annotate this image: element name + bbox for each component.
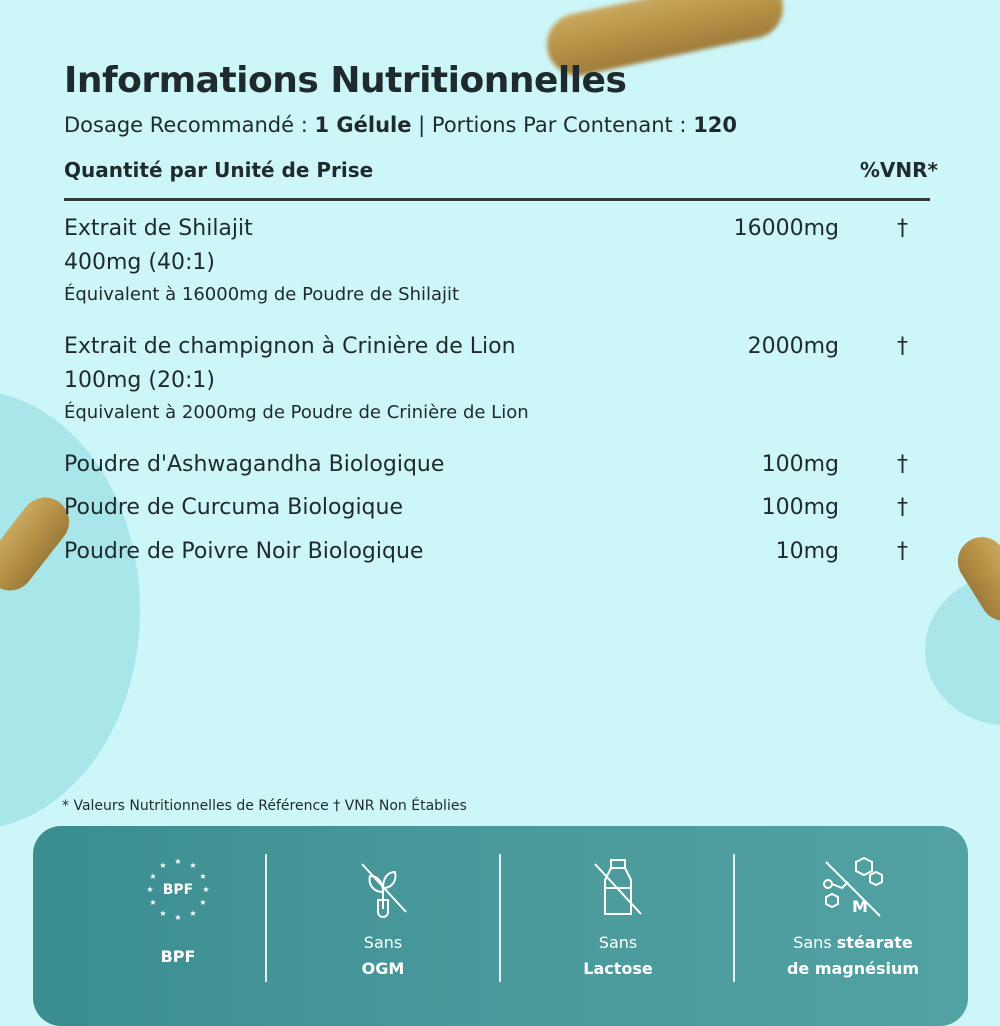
no-gmo-icon	[348, 854, 418, 924]
column-header-vnr: %VNR*	[859, 158, 938, 182]
svg-text:★: ★	[174, 857, 182, 866]
ingredient-equivalent: Équivalent à 2000mg de Poudre de Crinière de Lion	[64, 402, 529, 423]
ingredient-name: Extrait de champignon à Crinière de Lion	[64, 334, 516, 359]
dosage-line	[64, 113, 737, 137]
svg-text:★: ★	[189, 909, 197, 918]
svg-text:★: ★	[199, 872, 207, 881]
ingredient-name: Extrait de Shilajit	[64, 216, 253, 241]
ingredient-equivalent: Équivalent à 16000mg de Poudre de Shilajit	[64, 284, 460, 305]
ingredient-vnr: †	[897, 216, 908, 241]
separator: |	[411, 113, 432, 137]
svg-text:★: ★	[149, 872, 157, 881]
ingredient-name: Poudre de Curcuma Biologique	[64, 495, 404, 520]
badge-lactose-line1: Sans	[598, 933, 638, 952]
svg-text:★: ★	[199, 898, 207, 907]
svg-text:★: ★	[149, 898, 157, 907]
certification-badges	[33, 826, 968, 1026]
column-header-quantity: Quantité par Unité de Prise	[64, 158, 374, 182]
svg-text:★: ★	[189, 861, 197, 870]
ingredient-amount: 100mg	[761, 452, 839, 477]
svg-text:★: ★	[159, 909, 167, 918]
table-row	[64, 448, 944, 482]
badge-no-gmo	[308, 854, 458, 1004]
ingredient-amount: 100mg	[761, 495, 839, 520]
svg-text:★: ★	[174, 913, 182, 922]
ingredient-extract-ratio: 100mg (20:1)	[64, 368, 215, 393]
svg-text:M: M	[852, 897, 868, 916]
ingredient-amount: 2000mg	[747, 334, 839, 359]
badge-no-magnesium-stearate	[773, 854, 933, 1004]
ingredient-vnr: †	[897, 334, 908, 359]
eu-stars-icon	[143, 854, 213, 924]
ingredient-vnr: †	[897, 539, 908, 564]
no-magnesium-stearate-icon	[818, 854, 888, 924]
svg-text:★: ★	[202, 885, 210, 894]
portions-value: 120	[693, 113, 738, 137]
ingredient-vnr: †	[897, 452, 908, 477]
dosage-value: 1 Gélule	[314, 113, 412, 137]
ingredient-amount: 16000mg	[733, 216, 839, 241]
table-row	[64, 535, 944, 569]
badge-magnesium-line1b: stéarate	[836, 933, 913, 952]
badge-bpf-label: BPF	[160, 947, 196, 966]
badge-no-lactose	[543, 854, 693, 1004]
badge-bpf	[103, 854, 253, 1004]
table-row	[64, 212, 944, 310]
table-header	[64, 158, 938, 201]
svg-text:★: ★	[159, 861, 167, 870]
table-row	[64, 491, 944, 525]
footnote: * Valeurs Nutritionnelles de Référence † VNR Non Établies	[62, 798, 467, 814]
ingredient-amount: 10mg	[775, 539, 839, 564]
portions-label: Portions Par Contenant :	[431, 113, 694, 137]
ingredient-name: Poudre d'Ashwagandha Biologique	[64, 452, 445, 477]
bpf-icon-text: BPF	[162, 882, 194, 898]
badge-ogm-line2: OGM	[361, 959, 405, 978]
badge-ogm-line1: Sans	[363, 933, 403, 952]
badge-magnesium-line1a: Sans	[793, 933, 837, 952]
no-lactose-icon	[583, 854, 653, 924]
badge-magnesium-line2: de magnésium	[786, 959, 920, 978]
divider	[265, 854, 267, 982]
table-row	[64, 330, 944, 428]
divider	[733, 854, 735, 982]
svg-text:★: ★	[146, 885, 154, 894]
dosage-label: Dosage Recommandé :	[64, 113, 315, 137]
ingredient-extract-ratio: 400mg (40:1)	[64, 250, 215, 275]
badge-lactose-line2: Lactose	[583, 959, 653, 978]
ingredient-name: Poudre de Poivre Noir Biologique	[64, 539, 424, 564]
page-title: Informations Nutritionnelles	[64, 60, 627, 101]
ingredient-vnr: †	[897, 495, 908, 520]
divider	[499, 854, 501, 982]
